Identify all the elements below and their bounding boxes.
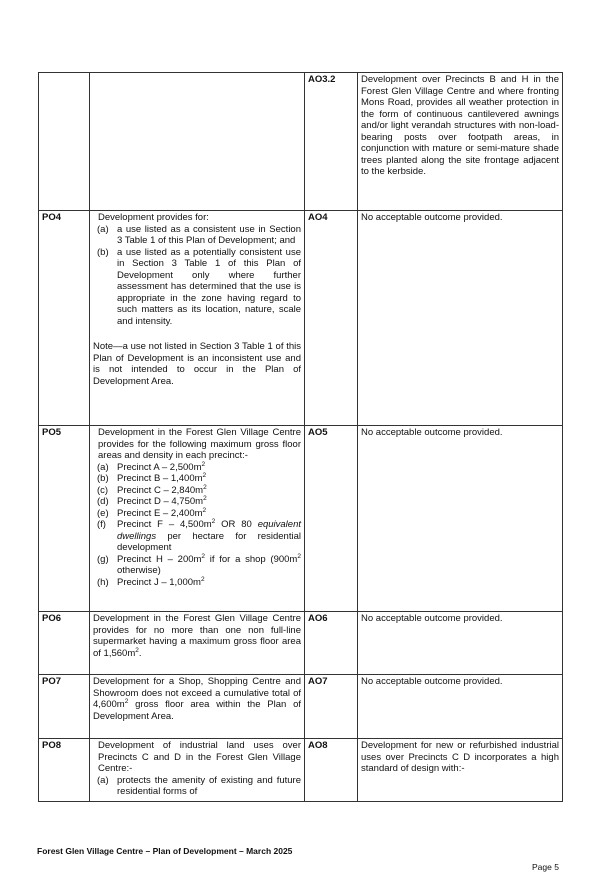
po-intro: Development provides for: <box>98 212 209 223</box>
table-row <box>39 426 563 612</box>
ao-code: AO4 <box>305 211 358 426</box>
po-code: PO5 <box>39 426 90 612</box>
ao-code: AO8 <box>305 739 358 802</box>
po-description <box>90 211 305 426</box>
po-code <box>39 73 90 211</box>
po-intro: Development in the Forest Glen Village Centre provides for the following maximum gross floor areas and density in each precinct:- <box>98 427 301 461</box>
table-row <box>39 739 563 802</box>
list-item: (e) Precinct E – $2,400m^2$ <box>97 506 207 519</box>
ao-description: Development over Precincts B and H in the Forest Glen Village Centre and where fronting Mons Road, provides all weather protection in the form of continuous cantilevered awnings and/or light verandah structures with non-load-bearing posts over footpath areas, in conjunction with mature or semi-mature shade trees planted along the site frontage adjacent to the kerbside. <box>358 73 563 211</box>
ao-code: AO6 <box>305 612 358 675</box>
table-row <box>39 73 563 211</box>
ao-description: Development for new or refurbished industrial uses over Precincts C D incorporates a high standard of design with:- <box>358 739 563 802</box>
po-description: Development in the Forest Glen Village Centre provides for no more than one non full-line supermarket having a maximum gross floor area of $1,560m^2$. <box>90 612 305 675</box>
footer-title: Forest Glen Village Centre – Plan of Development – March 2025 <box>37 846 293 856</box>
list-item: (g) Precinct H – $200m^2$ if for a shop ($900m^2$ otherwise) <box>97 552 301 576</box>
po-description <box>90 426 305 612</box>
list-item: (a) a use listed as a consistent use in Section 3 Table 1 of this Plan of Development; and <box>97 223 301 246</box>
list-item: (a) Precinct A – $2,500m^2$ <box>97 460 206 473</box>
po-description <box>90 73 305 211</box>
list-item: (c) Precinct C – $2,840m^2$ <box>97 483 207 496</box>
list-item: (h) Precinct J – $1,000m^2$ <box>97 575 205 588</box>
ao-code: AO3.2 <box>305 73 358 211</box>
list-item: (b) Precinct B – $1,400m^2$ <box>97 471 207 484</box>
table-row <box>39 612 563 675</box>
po-description <box>90 739 305 802</box>
list-item: (f) Precinct F – $4,500m^2$ OR 80 equivalent dwellings per hectare for residential development <box>97 517 301 553</box>
po-list <box>93 462 301 589</box>
list-item: (b) a use listed as a potentially consistent use in Section 3 Table 1 of this Plan of Development only where further assessment has determined that the use is appropriate in the zone having regard to such matters as its location, nature, scale and intensity. <box>97 246 301 327</box>
ao-description: No acceptable outcome provided. <box>358 612 563 675</box>
page-number: Page 5 <box>532 862 559 872</box>
table-row <box>39 675 563 739</box>
po-list <box>93 224 301 328</box>
ao-description: No acceptable outcome provided. <box>358 211 563 426</box>
po-code: PO7 <box>39 675 90 739</box>
po-code: PO8 <box>39 739 90 802</box>
table-row <box>39 211 563 426</box>
ao-description: No acceptable outcome provided. <box>358 675 563 739</box>
po-description: Development for a Shop, Shopping Centre and Showroom does not exceed a cumulative total of $4,600m^2$ gross floor area within the Plan of Development Area. <box>90 675 305 739</box>
ao-code: AO5 <box>305 426 358 612</box>
performance-outcomes-table <box>38 72 563 802</box>
po-code: PO4 <box>39 211 90 426</box>
ao-code: AO7 <box>305 675 358 739</box>
list-item: (d) Precinct D – $4,750m^2$ <box>97 494 207 507</box>
ao-description: No acceptable outcome provided. <box>358 426 563 612</box>
po-note: Note—a use not listed in Section 3 Table 1 of this Plan of Development is an inconsistent use and is not intended to occur in the Plan of Development Area. <box>93 341 301 387</box>
po-code: PO6 <box>39 612 90 675</box>
list-item: (a) protects the amenity of existing and future residential forms of <box>97 774 301 797</box>
po-intro: Development of industrial land uses over Precincts C and D in the Forest Glen Village Centre:- <box>98 740 301 774</box>
po-list <box>93 775 301 798</box>
